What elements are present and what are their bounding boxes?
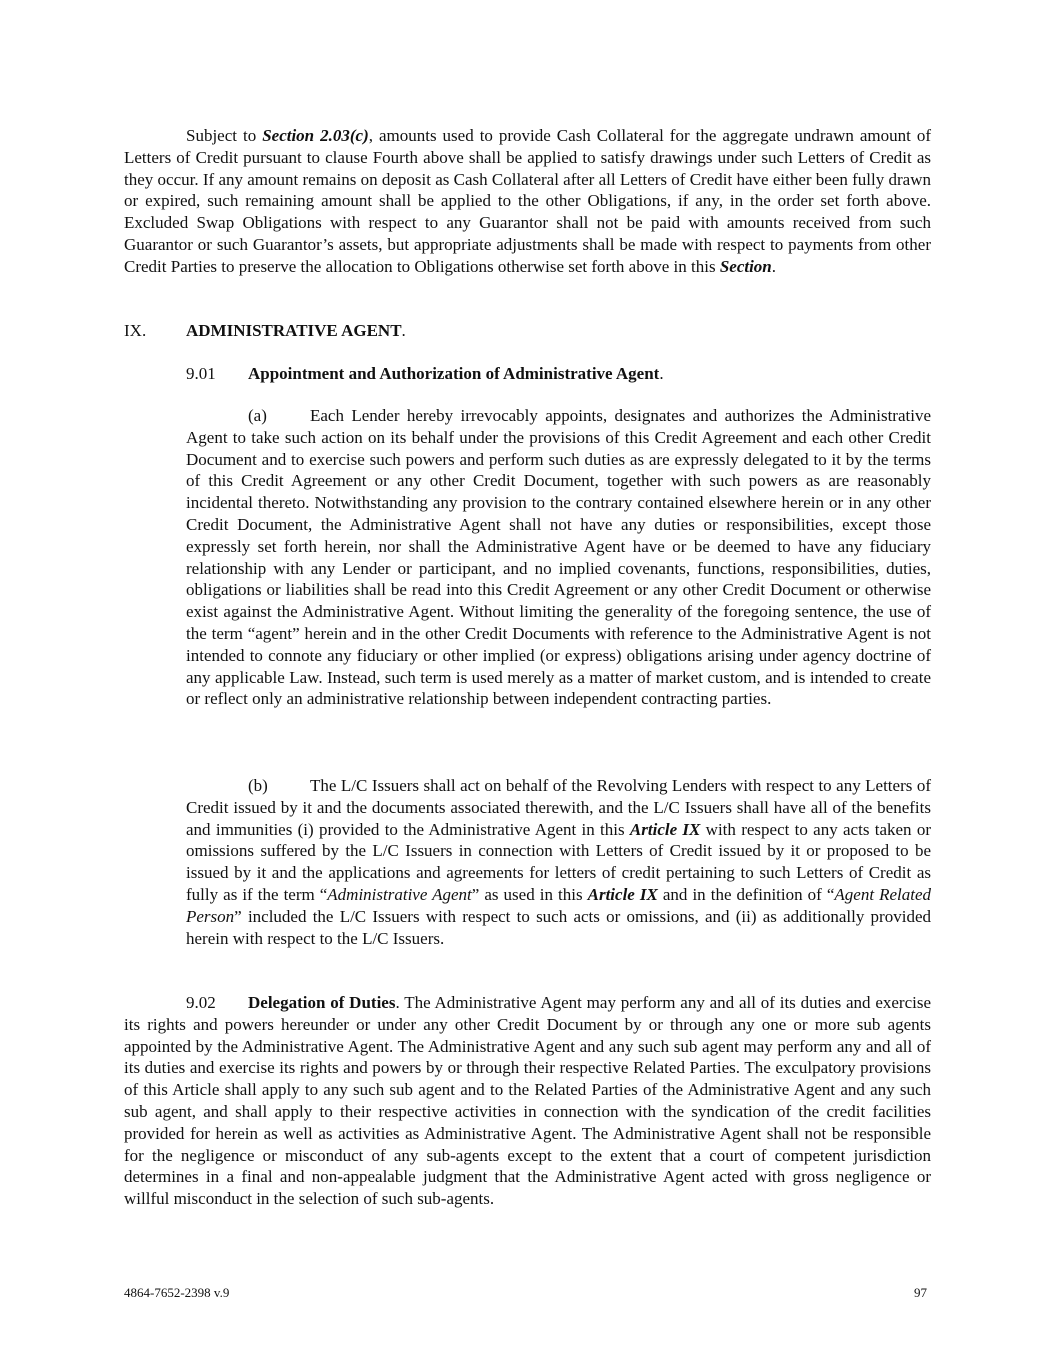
- clause-b-text-2: with respect to any acts taken or omissions suffered by the L/C Issuers in connection with Letters of Credit issued by it or proposed to be issued by it and the applications and agreements for letters of credit pertaining to such Letters of Credit as fully as if the term “: [186, 819, 931, 904]
- section-901-title: Appointment and Authorization of Administrative Agent: [248, 364, 660, 383]
- section-902-text: . The Administrative Agent may perform any and all of its duties and exercise its rights and powers hereunder or under any other Credit Document by or through any one or more sub agents appointed by the Administrative Agent. The Administrative Agent and any such sub agent may perform any and all of its duties and exercise its rights and powers by or through their respective Related Parties. The exculpatory provisions of this Article shall apply to any such sub agent and to the Related Parties of the Administrative Agent and any such sub agent, and shall apply to their respective activities in connection with the syndication of the credit facilities provided for herein as well as activities as Administrative Agent. The Administrative Agent shall not be responsible for the negligence or misconduct of any sub-agents except to the extent that a court of competent jurisdiction determines in a final and non-appealable judgment that the Administrative Agent acted with gross negligence or willful misconduct in the selection of such sub-agents.: [124, 993, 932, 1209]
- clause-b-text-1: The L/C Issuers shall act on behalf of the Revolving Lenders with respect to any Letters of Credit issued by it and the documents associated therewith, and the L/C Issuers shall have all of the benefits and immunities (i) provided to the Administrative Agent in this: [186, 776, 931, 839]
- section-901-title-end: .: [659, 364, 664, 383]
- section-902-number: 9.02: [186, 993, 216, 1012]
- clause-b-label: (b): [248, 776, 268, 795]
- defined-term-agent-related-person: Agent Related Person: [186, 884, 932, 926]
- section-901-number: 9.01: [186, 364, 216, 383]
- section-reference: Section 2.03(c): [262, 126, 369, 145]
- paragraph-cash-collateral: [124, 125, 931, 278]
- paragraph-901a: [186, 405, 931, 710]
- article-reference-1: Article IX: [629, 819, 701, 839]
- article-title-end: .: [401, 321, 406, 340]
- section-902-title: Delegation of Duties: [248, 993, 396, 1012]
- clause-b-text-5: ” included the L/C Issuers with respect to such acts or omissions, and (ii) as additionally provided herein with respect to the L/C Issuers.: [186, 906, 931, 948]
- para1-pre: Subject to: [186, 126, 263, 145]
- para1-body: , amounts used to provide Cash Collateral for the aggregate undrawn amount of Letters of Credit pursuant to clause Fourth above shall be applied to satisfy drawings under such Letters of Credit as they occur. If any amount remains on deposit as Cash Collateral after all Letters of Credit have either been fully drawn or expired, such remaining amount shall be applied to the other Obligations, if any, in the order set forth above. Excluded Swap Obligations with respect to any Guarantor shall not be paid with amounts received from such Guarantor or such Guarantor’s assets, but appropriate adjustments shall be made with respect to payments from other Credit Parties to preserve the allocation to Obligations otherwise set forth above in this: [124, 126, 931, 276]
- clause-a-text: Each Lender hereby irrevocably appoints, designates and authorizes the Administrative Agent to take such action on its behalf under the provisions of this Credit Agreement and each other Credit Document and to exercise such powers and perform such duties as are expressly delegated to it by the terms of this Credit Agreement or any other Credit Document, together with such powers as are reasonably incidental thereto. Notwithstanding any provision to the contrary contained elsewhere herein or in any other Credit Document, the Administrative Agent shall not have any duties or responsibilities, except those expressly set forth herein, nor shall the Administrative Agent have or be deemed to have any fiduciary relationship with any Lender or participant, and no implied covenants, functions, responsibilities, duties, obligations or liabilities shall be read into this Credit Agreement or any other Credit Document or otherwise exist against the Administrative Agent. Without limiting the generality of the foregoing sentence, the use of the term “agent” herein and in the other Credit Documents with reference to the Administrative Agent is not intended to connote any fiduciary or other implied (or express) obligations arising under agency doctrine of any applicable Law. Instead, such term is used merely as a matter of market custom, and is intended to create or reflect only an administrative relationship between independent contracting parties.: [186, 406, 931, 709]
- article-title: ADMINISTRATIVE AGENT: [186, 321, 402, 340]
- section-901-heading: [186, 363, 664, 385]
- paragraph-902: [124, 992, 931, 1210]
- section-reference-2: Section: [719, 256, 772, 276]
- para1-end: .: [771, 256, 777, 276]
- article-number: IX.: [124, 321, 147, 340]
- clause-a-label: (a): [248, 406, 267, 425]
- clause-b-text-4: and in the definition of “: [657, 884, 835, 904]
- article-heading: [124, 320, 406, 342]
- footer-page-number: 97: [914, 1285, 927, 1300]
- clause-b-text-3: ” as used in this: [471, 884, 588, 904]
- defined-term-administrative-agent: Administrative Agent: [327, 884, 472, 904]
- paragraph-901b: [186, 775, 931, 949]
- footer-document-id: 4864-7652-2398 v.9: [124, 1285, 230, 1300]
- article-reference-2: Article IX: [587, 884, 658, 904]
